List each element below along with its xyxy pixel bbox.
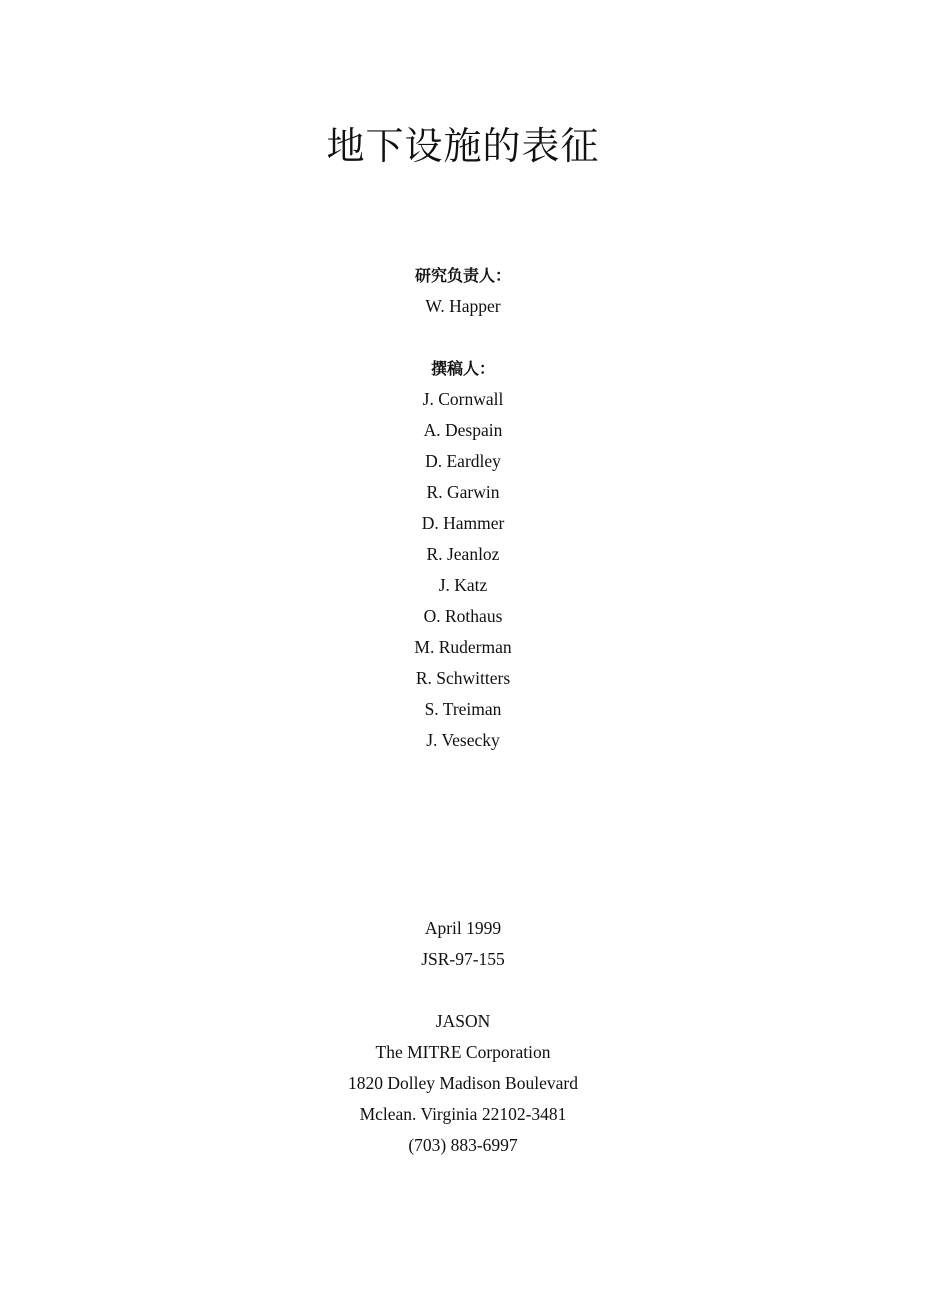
author-name: R. Jeanloz [426,544,500,564]
organization-phone: (703) 883-6997 [408,1135,518,1155]
principal-investigator-section [0,260,926,322]
author-name: J. Cornwall [422,389,504,409]
author-name: J. Katz [438,575,488,595]
authors-section [0,353,926,756]
author-name: J. Vesecky [426,730,500,750]
organization-city: Mclean. Virginia 22102-3481 [359,1104,567,1124]
organization-address [0,1006,926,1161]
report-number: JSR-97-155 [421,949,505,969]
author-name: R. Garwin [426,482,500,502]
document-title: 地下设施的表征 [326,124,600,168]
principal-investigator-name: W. Happer [425,296,501,316]
authors-label: 撰稿人： [430,359,495,378]
author-name: D. Hammer [421,513,505,533]
author-name: M. Ruderman [414,637,512,657]
organization-program: JASON [435,1011,491,1031]
principal-investigator-label: 研究负责人： [414,266,511,285]
author-name: A. Despain [423,420,503,440]
organization-corporation: The MITRE Corporation [375,1042,551,1062]
author-name: R. Schwitters [415,668,511,688]
author-name: S. Treiman [424,699,502,719]
report-info-section [0,913,926,975]
organization-street: 1820 Dolley Madison Boulevard [348,1073,578,1093]
report-date: April 1999 [424,918,502,938]
author-name: D. Eardley [425,451,501,471]
author-name: O. Rothaus [423,606,503,626]
